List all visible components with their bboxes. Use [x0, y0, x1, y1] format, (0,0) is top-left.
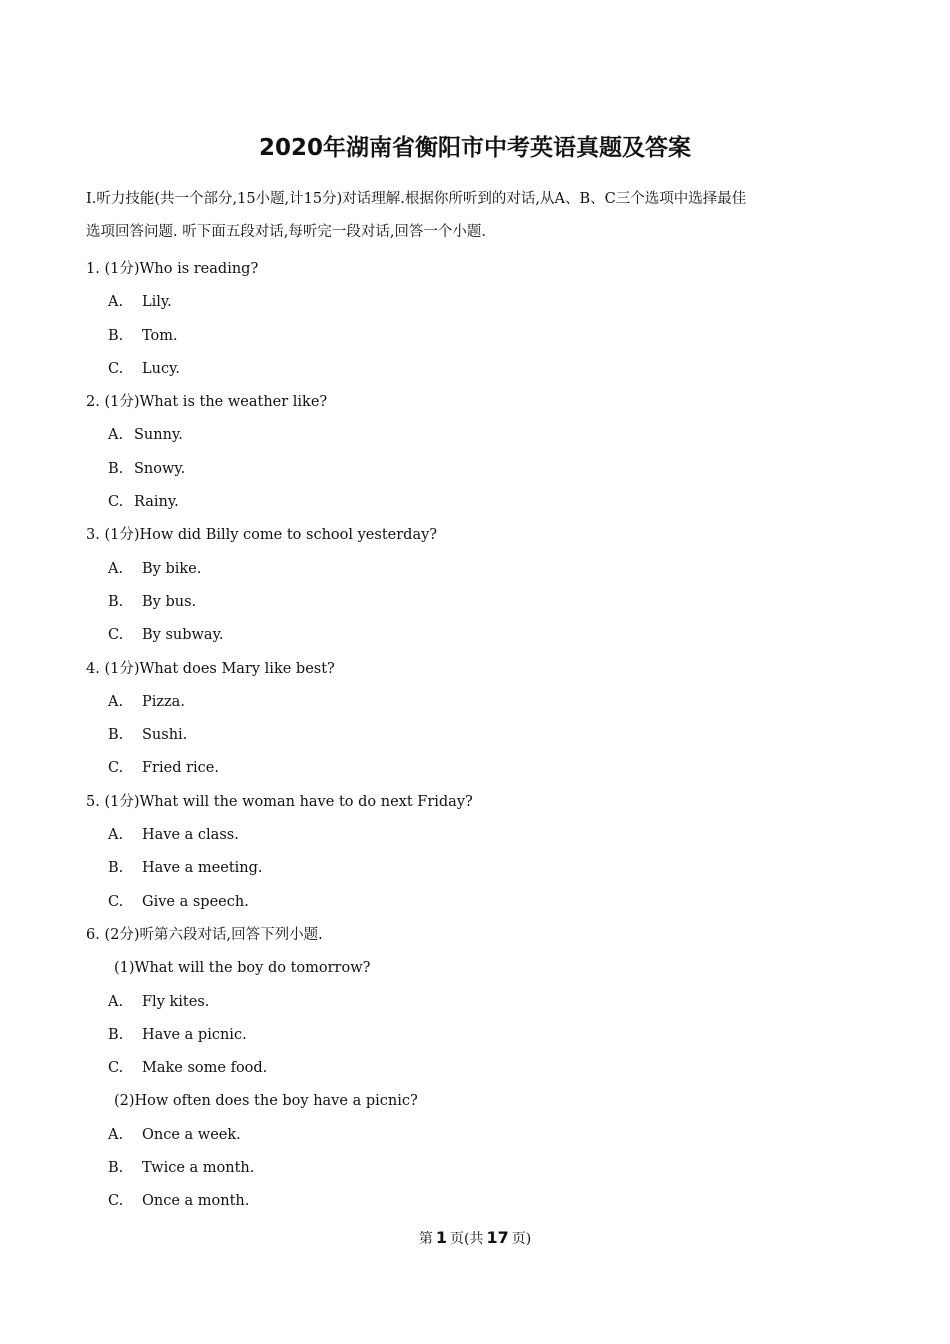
- option-letter: C.: [108, 494, 124, 511]
- answer-option: [86, 486, 886, 519]
- option-text: Sunny.: [134, 427, 183, 444]
- option-text: Fried rice.: [142, 760, 219, 777]
- answer-option: [86, 1152, 886, 1185]
- sub-question-stem: (1)What will the boy do tomorrow?: [114, 960, 371, 977]
- option-text: Twice a month.: [142, 1160, 255, 1177]
- option-letter: C.: [108, 1193, 124, 1210]
- option-letter: C.: [108, 360, 124, 377]
- listening-instructions: [86, 183, 876, 249]
- footer-total-pages: 17: [486, 1228, 509, 1247]
- option-text: Lucy.: [142, 360, 180, 377]
- option-text: Have a meeting.: [142, 860, 263, 877]
- answer-option: [86, 286, 886, 319]
- option-letter: B.: [108, 593, 124, 610]
- question-list: [86, 253, 886, 1219]
- sub-question-stem: (2)How often does the boy have a picnic?: [114, 1093, 418, 1110]
- option-letter: C.: [108, 1060, 124, 1077]
- question-stem: 3. (1分)How did Billy come to school yesterday?: [86, 527, 438, 544]
- instructions-line-1: I.听力技能(共一个部分,15小题,计15分)对话理解.根据你所听到的对话,从A、B、C三个选项中选择最佳: [86, 191, 747, 207]
- question-stem: 1. (1分)Who is reading?: [86, 261, 259, 277]
- option-text: Pizza.: [142, 693, 185, 710]
- option-text: Tom.: [142, 327, 178, 344]
- answer-option: [86, 852, 886, 885]
- option-letter: C.: [108, 627, 124, 644]
- answer-option: [86, 719, 886, 752]
- option-letter: C.: [108, 893, 124, 910]
- option-text: Give a speech.: [142, 893, 249, 910]
- option-text: Once a month.: [142, 1193, 250, 1210]
- answer-option: [86, 752, 886, 785]
- option-letter: C.: [108, 760, 124, 777]
- answer-option: [86, 453, 886, 486]
- option-text: Make some food.: [142, 1060, 268, 1077]
- option-letter: B.: [108, 327, 124, 344]
- option-letter: A.: [108, 693, 124, 710]
- answer-option: [86, 886, 886, 919]
- option-text: Snowy.: [134, 460, 186, 477]
- footer-suffix: 页): [511, 1231, 532, 1247]
- option-letter: A.: [108, 294, 124, 311]
- question-stem: 5. (1分)What will the woman have to do next Friday?: [86, 793, 473, 810]
- answer-option: [86, 986, 886, 1019]
- option-letter: A.: [108, 560, 124, 577]
- option-text: Fly kites.: [142, 993, 210, 1010]
- option-text: By subway.: [142, 627, 224, 644]
- option-letter: A.: [108, 427, 124, 444]
- question-stem: 4. (1分)What does Mary like best?: [86, 660, 335, 677]
- answer-option: [86, 586, 886, 619]
- option-letter: A.: [108, 993, 124, 1010]
- option-text: Have a picnic.: [142, 1026, 247, 1043]
- option-text: Lily.: [142, 294, 172, 311]
- question-stem: 6. (2分)听第六段对话,回答下列小题.: [86, 926, 323, 943]
- option-letter: A.: [108, 1126, 124, 1143]
- question-stem: 2. (1分)What is the weather like?: [86, 394, 328, 411]
- answer-option: [86, 353, 886, 386]
- answer-option: [86, 320, 886, 353]
- answer-option: [86, 1052, 886, 1085]
- page-title: 2020年湖南省衡阳市中考英语真题及答案: [258, 135, 691, 161]
- option-letter: B.: [108, 727, 124, 744]
- option-text: By bus.: [142, 593, 197, 610]
- option-text: By bike.: [142, 560, 202, 577]
- option-text: Sushi.: [142, 727, 188, 744]
- option-letter: B.: [108, 460, 124, 477]
- answer-option: [86, 1185, 886, 1218]
- footer-page-number: 1: [435, 1228, 447, 1247]
- instructions-line-2: 选项回答问题. 听下面五段对话,每听完一段对话,回答一个小题.: [86, 224, 487, 240]
- footer-middle: 页(共: [449, 1231, 484, 1247]
- footer-prefix: 第: [418, 1231, 433, 1247]
- answer-option: [86, 1119, 886, 1152]
- option-letter: B.: [108, 860, 124, 877]
- option-letter: B.: [108, 1160, 124, 1177]
- answer-option: [86, 419, 886, 452]
- answer-option: [86, 686, 886, 719]
- answer-option: [86, 553, 886, 586]
- option-letter: B.: [108, 1026, 124, 1043]
- answer-option: [86, 619, 886, 652]
- page-footer: [0, 1226, 950, 1251]
- option-letter: A.: [108, 827, 124, 844]
- answer-option: [86, 1019, 886, 1052]
- option-text: Have a class.: [142, 827, 239, 844]
- answer-option: [86, 819, 886, 852]
- option-text: Once a week.: [142, 1126, 241, 1143]
- option-text: Rainy.: [134, 494, 179, 511]
